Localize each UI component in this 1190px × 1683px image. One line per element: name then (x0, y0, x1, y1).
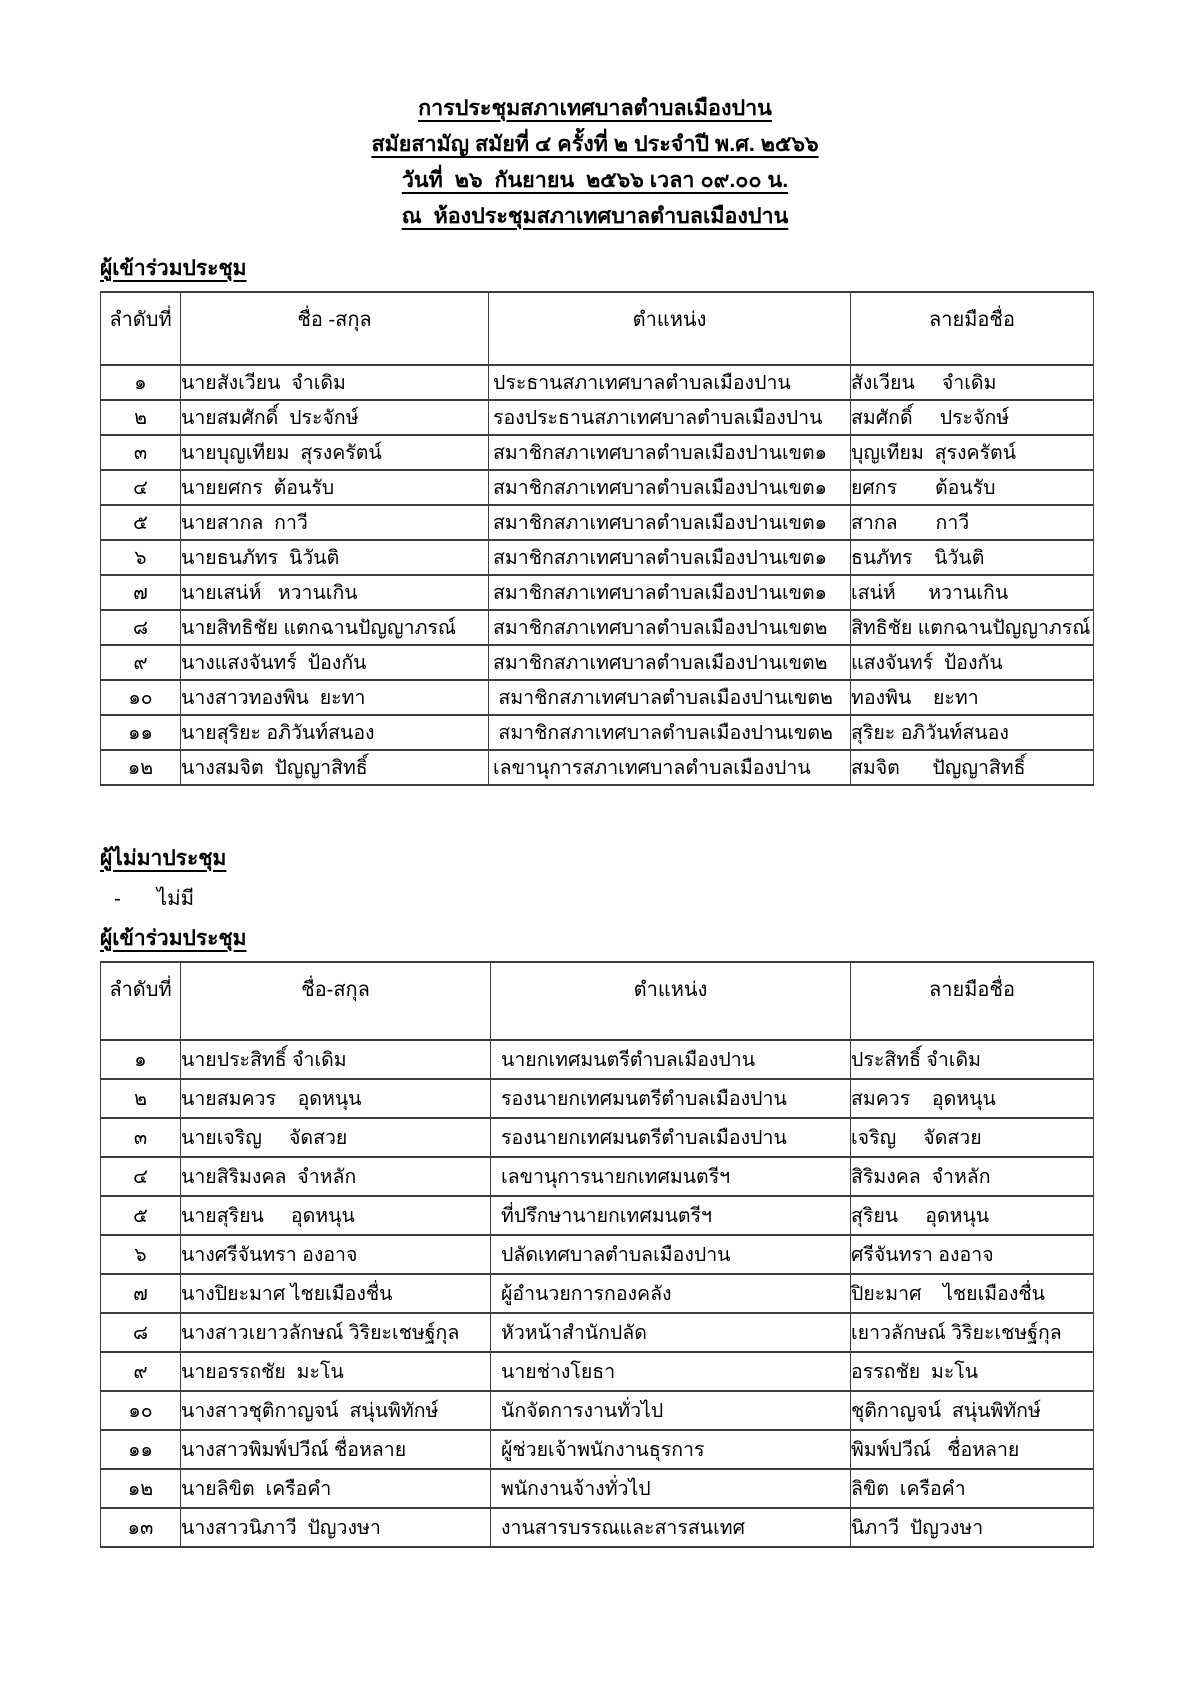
cell-position: รองนายกเทศมนตรีตำบลเมืองปาน (491, 1079, 851, 1118)
cell-name: นายสิริมงคล จำหลัก (181, 1157, 491, 1196)
cell-position: สมาชิกสภาเทศบาลตำบลเมืองปานเขต๒ (489, 645, 851, 680)
table-row (101, 435, 1094, 470)
cell-no: ๖ (101, 1235, 181, 1274)
cell-signature: แสงจันทร์ ป้องกัน (851, 645, 1094, 680)
cell-no: ๔ (101, 1157, 181, 1196)
cell-signature: ปิยะมาศ ไชยเมืองชื่น (851, 1274, 1094, 1313)
table-row (101, 1352, 1094, 1391)
cell-name: นายยศกร ต้อนรับ (181, 470, 489, 505)
table-row (101, 1469, 1094, 1508)
cell-position: สมาชิกสภาเทศบาลตำบลเมืองปานเขต๑ (489, 435, 851, 470)
cell-name: นางสาวทองพิน ยะทา (181, 680, 489, 715)
cell-no: ๙ (101, 645, 181, 680)
cell-name: นายประสิทธิ์ จำเดิม (181, 1040, 491, 1079)
cell-no: ๕ (101, 505, 181, 540)
column-header: ตำแหน่ง (489, 292, 851, 365)
table-row (101, 365, 1094, 400)
table-row (101, 1118, 1094, 1157)
cell-position: นายกเทศมนตรีตำบลเมืองปาน (491, 1040, 851, 1079)
absent-none-dash: - (114, 887, 121, 910)
cell-position: สมาชิกสภาเทศบาลตำบลเมืองปานเขต๒ (489, 715, 851, 750)
cell-position: ประธานสภาเทศบาลตำบลเมืองปาน (489, 365, 851, 400)
table-row (101, 750, 1094, 785)
title-line: การประชุมสภาเทศบาลตำบลเมืองปาน (418, 96, 772, 120)
cell-no: ๓ (101, 1118, 181, 1157)
cell-signature: สมจิต ปัญญาสิทธิ์ (851, 750, 1094, 785)
cell-position: พนักงานจ้างทั่วไป (491, 1469, 851, 1508)
cell-signature: สากล กาวี (851, 505, 1094, 540)
cell-no: ๘ (101, 610, 181, 645)
cell-signature: นิภาวี ปัญวงษา (851, 1508, 1094, 1547)
cell-signature: สิทธิชัย แตกฉานปัญญาภรณ์ (851, 610, 1094, 645)
cell-no: ๓ (101, 435, 181, 470)
cell-signature: สังเวียน จำเดิม (851, 365, 1094, 400)
cell-position: สมาชิกสภาเทศบาลตำบลเมืองปานเขต๑ (489, 505, 851, 540)
table-row (101, 1274, 1094, 1313)
cell-signature: สมควร อุดหนุน (851, 1079, 1094, 1118)
cell-name: นายธนภัทร นิวันติ (181, 540, 489, 575)
table-row (101, 1040, 1094, 1079)
document-content (100, 234, 1093, 1548)
meeting-title (0, 0, 1190, 234)
cell-position: รองนายกเทศมนตรีตำบลเมืองปาน (491, 1118, 851, 1157)
column-header: ลายมือชื่อ (851, 962, 1094, 1040)
cell-name: นายสมควร อุดหนุน (181, 1079, 491, 1118)
cell-signature: ชุติกาญจน์ สนุ่นพิทักษ์ (851, 1391, 1094, 1430)
cell-position: สมาชิกสภาเทศบาลตำบลเมืองปานเขต๒ (489, 680, 851, 715)
cell-position: งานสารบรรณและสารสนเทศ (491, 1508, 851, 1547)
table-row (101, 540, 1094, 575)
column-header: ชื่อ -สกุล (181, 292, 489, 365)
cell-position: ผู้ช่วยเจ้าพนักงานธุรการ (491, 1430, 851, 1469)
absent-none-text: ไม่มี (156, 887, 195, 910)
cell-position: ปลัดเทศบาลตำบลเมืองปาน (491, 1235, 851, 1274)
cell-signature: ประสิทธิ์ จำเดิม (851, 1040, 1094, 1079)
cell-position: นายช่างโยธา (491, 1352, 851, 1391)
title-line: วันที่ ๒๖ กันยายน ๒๕๖๖ เวลา ๐๙.๐๐ น. (401, 168, 789, 192)
cell-position: สมาชิกสภาเทศบาลตำบลเมืองปานเขต๒ (489, 610, 851, 645)
participants-header-row (101, 962, 1094, 1040)
cell-no: ๗ (101, 575, 181, 610)
attendees-table (100, 291, 1094, 786)
cell-name: นายสากล กาวี (181, 505, 489, 540)
cell-no: ๑๒ (101, 750, 181, 785)
cell-name: นางสาวชุติกาญจน์ สนุ่นพิทักษ์ (181, 1391, 491, 1430)
cell-name: นางสาวเยาวลักษณ์ วิริยะเชษฐ์กุล (181, 1313, 491, 1352)
participants-table (100, 961, 1094, 1548)
cell-position: สมาชิกสภาเทศบาลตำบลเมืองปานเขต๑ (489, 575, 851, 610)
cell-signature: ศรีจันทรา องอาจ (851, 1235, 1094, 1274)
column-header: ลายมือชื่อ (851, 292, 1094, 365)
cell-name: นายบุญเทียม สุรงครัตน์ (181, 435, 489, 470)
cell-no: ๑๑ (101, 1430, 181, 1469)
cell-signature: เสน่ห์ หวานเกิน (851, 575, 1094, 610)
cell-name: นายลิขิต เครือคำ (181, 1469, 491, 1508)
cell-no: ๑๑ (101, 715, 181, 750)
cell-name: นายสุริยะ อภิวันท์สนอง (181, 715, 489, 750)
cell-signature: ลิขิต เครือคำ (851, 1469, 1094, 1508)
table-row (101, 1508, 1094, 1547)
cell-name: นางสาวพิมพ์ปวีณ์ ชื่อหลาย (181, 1430, 491, 1469)
table-row (101, 715, 1094, 750)
cell-no: ๘ (101, 1313, 181, 1352)
cell-position: หัวหน้าสำนักปลัด (491, 1313, 851, 1352)
absent-heading: ผู้ไม่มาประชุม (100, 847, 227, 870)
cell-no: ๗ (101, 1274, 181, 1313)
title-line: สมัยสามัญ สมัยที่ ๔ ครั้งที่ ๒ ประจำปี พ.ศ. ๒๕๖๖ (371, 132, 819, 156)
cell-position: สมาชิกสภาเทศบาลตำบลเมืองปานเขต๑ (489, 540, 851, 575)
table-row (101, 1157, 1094, 1196)
cell-signature: บุญเทียม สุรงครัตน์ (851, 435, 1094, 470)
table-row (101, 610, 1094, 645)
cell-signature: เจริญ จัดสวย (851, 1118, 1094, 1157)
cell-no: ๑๐ (101, 1391, 181, 1430)
cell-name: นายเจริญ จัดสวย (181, 1118, 491, 1157)
cell-no: ๑ (101, 1040, 181, 1079)
cell-name: นายสังเวียน จำเดิม (181, 365, 489, 400)
cell-signature: สุริยะ อภิวันท์สนอง (851, 715, 1094, 750)
attendees-heading: ผู้เข้าร่วมประชุม (100, 257, 247, 280)
cell-position: รองประธานสภาเทศบาลตำบลเมืองปาน (489, 400, 851, 435)
cell-signature: สมศักดิ์ ประจักษ์ (851, 400, 1094, 435)
cell-no: ๑ (101, 365, 181, 400)
column-header: ตำแหน่ง (491, 962, 851, 1040)
cell-name: นายสุริยน อุดหนุน (181, 1196, 491, 1235)
cell-no: ๑๐ (101, 680, 181, 715)
cell-name: นางศรีจันทรา องอาจ (181, 1235, 491, 1274)
cell-no: ๙ (101, 1352, 181, 1391)
table-row (101, 1391, 1094, 1430)
cell-name: นางสาวนิภาวี ปัญวงษา (181, 1508, 491, 1547)
cell-signature: อรรถชัย มะโน (851, 1352, 1094, 1391)
participants-heading: ผู้เข้าร่วมประชุม (100, 927, 247, 950)
title-line: ณ ห้องประชุมสภาเทศบาลตำบลเมืองปาน (401, 204, 789, 228)
cell-signature: เยาวลักษณ์ วิริยะเชษฐ์กุล (851, 1313, 1094, 1352)
cell-signature: สุริยน อุดหนุน (851, 1196, 1094, 1235)
cell-position: ผู้อำนวยการกองคลัง (491, 1274, 851, 1313)
cell-signature: พิมพ์ปวีณ์ ชื่อหลาย (851, 1430, 1094, 1469)
cell-name: นายอรรถชัย มะโน (181, 1352, 491, 1391)
cell-no: ๑๓ (101, 1508, 181, 1547)
table-row (101, 505, 1094, 540)
absent-none-row (114, 884, 1093, 914)
table-row (101, 645, 1094, 680)
table-row (101, 1235, 1094, 1274)
table-row (101, 1079, 1094, 1118)
cell-name: นางสมจิต ปัญญาสิทธิ์ (181, 750, 489, 785)
table-row (101, 1430, 1094, 1469)
cell-signature: ทองพิน ยะทา (851, 680, 1094, 715)
cell-no: ๖ (101, 540, 181, 575)
column-header: ลำดับที่ (101, 292, 181, 365)
cell-position: นักจัดการงานทั่วไป (491, 1391, 851, 1430)
attendees-header-row (101, 292, 1094, 365)
cell-signature: ยศกร ต้อนรับ (851, 470, 1094, 505)
cell-name: นายสิทธิชัย แตกฉานปัญญาภรณ์ (181, 610, 489, 645)
column-header: ชื่อ-สกุล (181, 962, 491, 1040)
cell-signature: สิริมงคล จำหลัก (851, 1157, 1094, 1196)
table-row (101, 680, 1094, 715)
cell-no: ๔ (101, 470, 181, 505)
cell-no: ๒ (101, 1079, 181, 1118)
cell-no: ๕ (101, 1196, 181, 1235)
cell-position: เลขานุการนายกเทศมนตรีฯ (491, 1157, 851, 1196)
cell-no: ๒ (101, 400, 181, 435)
cell-position: ที่ปรึกษานายกเทศมนตรีฯ (491, 1196, 851, 1235)
cell-signature: ธนภัทร นิวันติ (851, 540, 1094, 575)
table-row (101, 1196, 1094, 1235)
cell-name: นายเสน่ห์ หวานเกิน (181, 575, 489, 610)
table-row (101, 400, 1094, 435)
cell-name: นางแสงจันทร์ ป้องกัน (181, 645, 489, 680)
table-row (101, 470, 1094, 505)
cell-position: สมาชิกสภาเทศบาลตำบลเมืองปานเขต๑ (489, 470, 851, 505)
table-row (101, 1313, 1094, 1352)
cell-no: ๑๒ (101, 1469, 181, 1508)
cell-name: นางปิยะมาศ ไชยเมืองชื่น (181, 1274, 491, 1313)
column-header: ลำดับที่ (101, 962, 181, 1040)
cell-position: เลขานุการสภาเทศบาลตำบลเมืองปาน (489, 750, 851, 785)
table-row (101, 575, 1094, 610)
cell-name: นายสมศักดิ์ ประจักษ์ (181, 400, 489, 435)
